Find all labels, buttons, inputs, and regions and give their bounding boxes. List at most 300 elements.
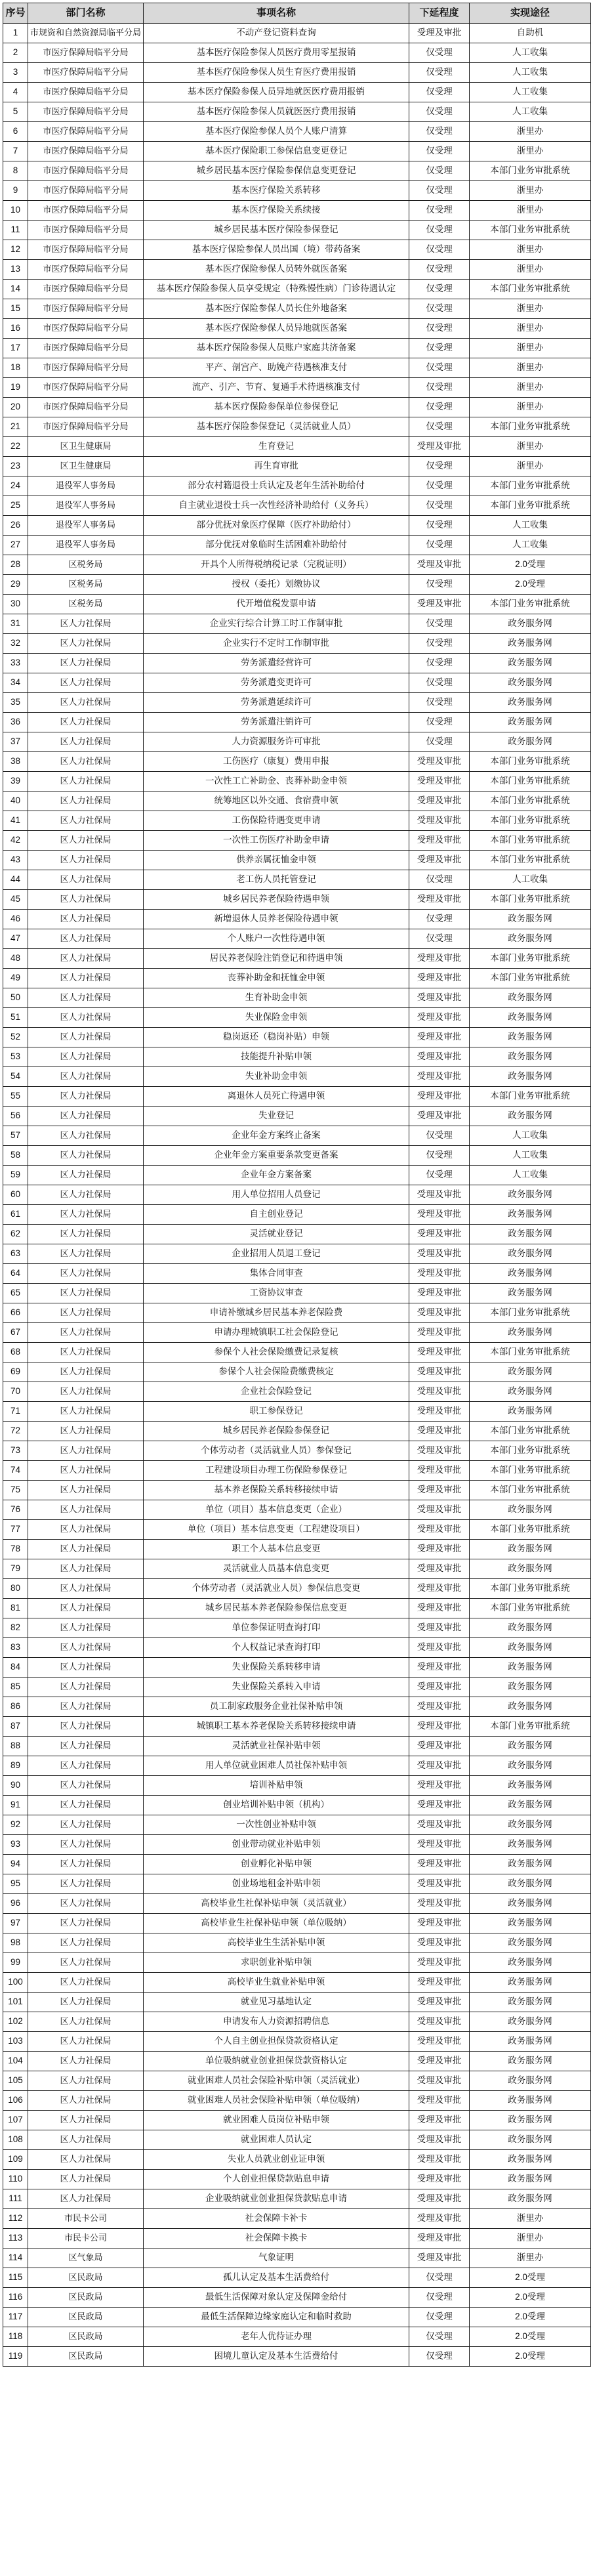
item-name: 就业困难人员岗位补贴申领 (144, 2111, 409, 2130)
item-name: 参保个人社会保险费缴费核定 (144, 1362, 409, 1382)
extent: 受理及审批 (409, 2130, 470, 2150)
channel: 人工收集 (470, 43, 591, 63)
table-row (3, 1796, 591, 1815)
channel: 政务服务网 (470, 1500, 591, 1520)
row-index: 97 (3, 1914, 28, 1933)
department-name: 区人力社保局 (28, 1244, 144, 1264)
extent: 仅受理 (409, 910, 470, 929)
department-name: 区人力社保局 (28, 693, 144, 713)
channel: 本部门业务审批系统 (470, 1717, 591, 1737)
item-name: 企业吸纳就业创业担保贷款贴息申请 (144, 2189, 409, 2209)
extent: 受理及审批 (409, 752, 470, 772)
row-index: 48 (3, 949, 28, 969)
table-row (3, 1067, 591, 1087)
table-row (3, 1520, 591, 1540)
channel: 本部门业务审批系统 (470, 890, 591, 910)
row-index: 59 (3, 1166, 28, 1185)
row-index: 114 (3, 2249, 28, 2268)
item-name: 就业困难人员社会保险补贴申领（灵活就业） (144, 2071, 409, 2091)
channel: 本部门业务审批系统 (470, 476, 591, 496)
row-index: 21 (3, 417, 28, 437)
extent: 仅受理 (409, 221, 470, 240)
department-name: 区人力社保局 (28, 929, 144, 949)
table-row (3, 2170, 591, 2189)
channel: 政务服务网 (470, 1815, 591, 1835)
extent: 仅受理 (409, 299, 470, 319)
item-name: 工程建设项目办理工伤保险参保登记 (144, 1461, 409, 1481)
table-row (3, 102, 591, 122)
channel: 浙里办 (470, 201, 591, 221)
item-name: 基本医疗保险参保人员就医医疗费用报销 (144, 102, 409, 122)
item-name: 基本养老保险关系转移接续申请 (144, 1481, 409, 1500)
extent: 受理及审批 (409, 1678, 470, 1697)
item-name: 流产、引产、节育、复通手术待遇核准支付 (144, 378, 409, 398)
channel: 政务服务网 (470, 1382, 591, 1402)
item-name: 工资协议审查 (144, 1284, 409, 1303)
channel: 本部门业务审批系统 (470, 831, 591, 851)
department-name: 区人力社保局 (28, 614, 144, 634)
row-index: 32 (3, 634, 28, 654)
item-name: 就业见习基地认定 (144, 1993, 409, 2012)
extent: 受理及审批 (409, 2209, 470, 2229)
extent: 受理及审批 (409, 1008, 470, 1028)
department-name: 区人力社保局 (28, 1855, 144, 1874)
department-name: 市医疗保障局临平分局 (28, 358, 144, 378)
extent: 受理及审批 (409, 1618, 470, 1638)
channel: 本部门业务审批系统 (470, 1303, 591, 1323)
table-row (3, 1993, 591, 2012)
channel: 政务服务网 (470, 2091, 591, 2111)
channel: 政务服务网 (470, 1067, 591, 1087)
department-name: 区人力社保局 (28, 1717, 144, 1737)
service-items-table (3, 3, 591, 2367)
extent: 受理及审批 (409, 1973, 470, 1993)
table-row (3, 1244, 591, 1264)
department-name: 区人力社保局 (28, 772, 144, 792)
table-row (3, 1008, 591, 1028)
row-index: 20 (3, 398, 28, 417)
channel: 政务服务网 (470, 634, 591, 654)
row-index: 35 (3, 693, 28, 713)
table-row (3, 83, 591, 102)
department-name: 区人力社保局 (28, 1599, 144, 1618)
item-name: 员工制家政服务企业社保补贴申领 (144, 1697, 409, 1717)
table-row (3, 142, 591, 161)
channel: 浙里办 (470, 319, 591, 339)
row-index: 10 (3, 201, 28, 221)
channel: 政务服务网 (470, 1284, 591, 1303)
item-name: 单位吸纳就业创业担保贷款资格认定 (144, 2052, 409, 2071)
row-index: 98 (3, 1933, 28, 1953)
row-index: 110 (3, 2170, 28, 2189)
channel: 本部门业务审批系统 (470, 1441, 591, 1461)
table-row (3, 1559, 591, 1579)
row-index: 31 (3, 614, 28, 634)
table-row (3, 1461, 591, 1481)
table-row (3, 1599, 591, 1618)
row-index: 2 (3, 43, 28, 63)
department-name: 区人力社保局 (28, 2111, 144, 2130)
header-channel: 实现途径 (470, 3, 591, 24)
item-name: 高校毕业生社保补贴申领（单位吸纳） (144, 1914, 409, 1933)
table-row (3, 476, 591, 496)
row-index: 9 (3, 181, 28, 201)
department-name: 区人力社保局 (28, 654, 144, 673)
channel: 政务服务网 (470, 1678, 591, 1697)
item-name: 个体劳动者（灵活就业人员）参保登记 (144, 1441, 409, 1461)
department-name: 区人力社保局 (28, 1815, 144, 1835)
row-index: 78 (3, 1540, 28, 1559)
table-row (3, 1776, 591, 1796)
channel: 人工收集 (470, 1166, 591, 1185)
department-name: 区人力社保局 (28, 2091, 144, 2111)
channel: 政务服务网 (470, 1205, 591, 1225)
row-index: 82 (3, 1618, 28, 1638)
channel: 政务服务网 (470, 673, 591, 693)
row-index: 92 (3, 1815, 28, 1835)
table-row (3, 1343, 591, 1362)
channel: 自助机 (470, 24, 591, 43)
channel: 浙里办 (470, 240, 591, 260)
row-index: 44 (3, 870, 28, 890)
item-name: 失业保险关系转入申请 (144, 1678, 409, 1697)
table-row (3, 1362, 591, 1382)
item-name: 求职创业补贴申领 (144, 1953, 409, 1973)
item-name: 企业招用人员退工登记 (144, 1244, 409, 1264)
table-row (3, 358, 591, 378)
extent: 受理及审批 (409, 1500, 470, 1520)
table-row (3, 1579, 591, 1599)
department-name: 区民政局 (28, 2327, 144, 2347)
item-name: 企业年金方案终止备案 (144, 1126, 409, 1146)
table-row (3, 2189, 591, 2209)
channel: 本部门业务审批系统 (470, 811, 591, 831)
row-index: 91 (3, 1796, 28, 1815)
row-index: 68 (3, 1343, 28, 1362)
row-index: 52 (3, 1028, 28, 1047)
department-name: 区民政局 (28, 2268, 144, 2288)
extent: 仅受理 (409, 260, 470, 280)
table-row (3, 1107, 591, 1126)
table-row (3, 516, 591, 536)
item-name: 基本医疗保险职工参保信息变更登记 (144, 142, 409, 161)
row-index: 16 (3, 319, 28, 339)
extent: 受理及审批 (409, 1028, 470, 1047)
row-index: 66 (3, 1303, 28, 1323)
item-name: 自主就业退役士兵一次性经济补助给付（义务兵） (144, 496, 409, 516)
department-name: 区人力社保局 (28, 1894, 144, 1914)
table-row (3, 1441, 591, 1461)
row-index: 77 (3, 1520, 28, 1540)
channel: 政务服务网 (470, 1835, 591, 1855)
item-name: 丧葬补助金和抚恤金申领 (144, 969, 409, 988)
extent: 仅受理 (409, 2308, 470, 2327)
department-name: 区人力社保局 (28, 1087, 144, 1107)
row-index: 105 (3, 2071, 28, 2091)
item-name: 供养亲属抚恤金申领 (144, 851, 409, 870)
item-name: 企业年金方案重要条款变更备案 (144, 1146, 409, 1166)
row-index: 72 (3, 1422, 28, 1441)
extent: 仅受理 (409, 2327, 470, 2347)
table-row (3, 221, 591, 240)
department-name: 市医疗保障局临平分局 (28, 339, 144, 358)
department-name: 区人力社保局 (28, 1402, 144, 1422)
extent: 仅受理 (409, 378, 470, 398)
row-index: 15 (3, 299, 28, 319)
channel: 2.0受理 (470, 2308, 591, 2327)
item-name: 基本医疗保险关系转移 (144, 181, 409, 201)
row-index: 3 (3, 63, 28, 83)
extent: 受理及审批 (409, 1402, 470, 1422)
department-name: 区人力社保局 (28, 1914, 144, 1933)
row-index: 11 (3, 221, 28, 240)
item-name: 个人权益记录查询打印 (144, 1638, 409, 1658)
department-name: 区人力社保局 (28, 1638, 144, 1658)
row-index: 27 (3, 536, 28, 555)
department-name: 市医疗保障局临平分局 (28, 142, 144, 161)
channel: 人工收集 (470, 63, 591, 83)
channel: 本部门业务审批系统 (470, 792, 591, 811)
row-index: 1 (3, 24, 28, 43)
extent: 受理及审批 (409, 1343, 470, 1362)
table-row (3, 122, 591, 142)
channel: 政务服务网 (470, 1973, 591, 1993)
channel: 政务服务网 (470, 2189, 591, 2209)
channel: 浙里办 (470, 2209, 591, 2229)
department-name: 区人力社保局 (28, 1540, 144, 1559)
item-name: 高校毕业生生活补贴申领 (144, 1933, 409, 1953)
extent: 受理及审批 (409, 1382, 470, 1402)
item-name: 基本医疗保险参保人员异地就医备案 (144, 319, 409, 339)
table-row (3, 2209, 591, 2229)
item-name: 基本医疗保险参保人员长住外地备案 (144, 299, 409, 319)
item-name: 最低生活保障对象认定及保障金给付 (144, 2288, 409, 2308)
extent: 受理及审批 (409, 2249, 470, 2268)
channel: 本部门业务审批系统 (470, 1087, 591, 1107)
table-row (3, 398, 591, 417)
extent: 受理及审批 (409, 1067, 470, 1087)
table-row (3, 752, 591, 772)
row-index: 89 (3, 1756, 28, 1776)
row-index: 75 (3, 1481, 28, 1500)
department-name: 区人力社保局 (28, 1126, 144, 1146)
table-row (3, 24, 591, 43)
extent: 仅受理 (409, 63, 470, 83)
item-name: 申请补缴城乡居民基本养老保险费 (144, 1303, 409, 1323)
table-row (3, 831, 591, 851)
department-name: 区人力社保局 (28, 673, 144, 693)
item-name: 单位参保证明查询打印 (144, 1618, 409, 1638)
row-index: 67 (3, 1323, 28, 1343)
channel: 政务服务网 (470, 1855, 591, 1874)
department-name: 区人力社保局 (28, 890, 144, 910)
department-name: 市医疗保障局临平分局 (28, 161, 144, 181)
extent: 受理及审批 (409, 1244, 470, 1264)
row-index: 55 (3, 1087, 28, 1107)
department-name: 区人力社保局 (28, 1953, 144, 1973)
extent: 受理及审批 (409, 1756, 470, 1776)
department-name: 区人力社保局 (28, 1303, 144, 1323)
row-index: 37 (3, 732, 28, 752)
department-name: 区人力社保局 (28, 2012, 144, 2032)
channel: 政务服务网 (470, 2111, 591, 2130)
item-name: 个人创业担保贷款贴息申请 (144, 2170, 409, 2189)
extent: 仅受理 (409, 161, 470, 181)
row-index: 41 (3, 811, 28, 831)
department-name: 区人力社保局 (28, 2150, 144, 2170)
extent: 受理及审批 (409, 1225, 470, 1244)
channel: 政务服务网 (470, 1402, 591, 1422)
channel: 本部门业务审批系统 (470, 772, 591, 792)
department-name: 市医疗保障局临平分局 (28, 83, 144, 102)
item-name: 授权（委托）划缴协议 (144, 575, 409, 595)
channel: 政务服务网 (470, 1047, 591, 1067)
item-name: 社会保障卡补卡 (144, 2209, 409, 2229)
extent: 受理及审批 (409, 1993, 470, 2012)
department-name: 市医疗保障局临平分局 (28, 102, 144, 122)
channel: 本部门业务审批系统 (470, 1422, 591, 1441)
table-row (3, 811, 591, 831)
department-name: 区人力社保局 (28, 1343, 144, 1362)
department-name: 区人力社保局 (28, 1067, 144, 1087)
channel: 人工收集 (470, 1126, 591, 1146)
department-name: 区人力社保局 (28, 2052, 144, 2071)
item-name: 就业困难人员社会保险补贴申领（单位吸纳） (144, 2091, 409, 2111)
table-row (3, 2130, 591, 2150)
item-name: 基本医疗保险参保人员异地就医医疗费用报销 (144, 83, 409, 102)
item-name: 创业带动就业补贴申领 (144, 1835, 409, 1855)
item-name: 社会保障卡换卡 (144, 2229, 409, 2249)
table-row (3, 319, 591, 339)
row-index: 111 (3, 2189, 28, 2209)
item-name: 创业培训补贴申领（机构） (144, 1796, 409, 1815)
channel: 本部门业务审批系统 (470, 1579, 591, 1599)
table-row (3, 299, 591, 319)
extent: 受理及审批 (409, 988, 470, 1008)
department-name: 市民卡公司 (28, 2229, 144, 2249)
row-index: 65 (3, 1284, 28, 1303)
extent: 受理及审批 (409, 2150, 470, 2170)
channel: 政务服务网 (470, 614, 591, 634)
row-index: 5 (3, 102, 28, 122)
channel: 政务服务网 (470, 1697, 591, 1717)
department-name: 市医疗保障局临平分局 (28, 319, 144, 339)
row-index: 85 (3, 1678, 28, 1697)
extent: 仅受理 (409, 929, 470, 949)
table-row (3, 1126, 591, 1146)
table-row (3, 1953, 591, 1973)
channel: 人工收集 (470, 516, 591, 536)
channel: 政务服务网 (470, 1185, 591, 1205)
channel: 政务服务网 (470, 1993, 591, 2012)
row-index: 109 (3, 2150, 28, 2170)
item-name: 基本医疗保险参保登记（灵活就业人员） (144, 417, 409, 437)
department-name: 区人力社保局 (28, 1166, 144, 1185)
table-row (3, 732, 591, 752)
item-name: 生育补助金申领 (144, 988, 409, 1008)
item-name: 单位（项目）基本信息变更（工程建设项目） (144, 1520, 409, 1540)
item-name: 企业年金方案备案 (144, 1166, 409, 1185)
row-index: 61 (3, 1205, 28, 1225)
table-row (3, 2229, 591, 2249)
table-row (3, 2249, 591, 2268)
extent: 受理及审批 (409, 2052, 470, 2071)
department-name: 区人力社保局 (28, 910, 144, 929)
extent: 受理及审批 (409, 1461, 470, 1481)
table-row (3, 437, 591, 457)
table-row (3, 280, 591, 299)
item-name: 劳务派遣注销许可 (144, 713, 409, 732)
channel: 本部门业务审批系统 (470, 1599, 591, 1618)
item-name: 参保个人社会保险缴费记录复核 (144, 1343, 409, 1362)
item-name: 新增退休人员养老保险待遇申领 (144, 910, 409, 929)
item-name: 创业场地租金补贴申领 (144, 1874, 409, 1894)
row-index: 38 (3, 752, 28, 772)
channel: 浙里办 (470, 142, 591, 161)
header-row (3, 3, 591, 24)
table-row (3, 890, 591, 910)
table-row (3, 929, 591, 949)
channel: 本部门业务审批系统 (470, 280, 591, 299)
extent: 仅受理 (409, 870, 470, 890)
item-name: 个体劳动者（灵活就业人员）参保信息变更 (144, 1579, 409, 1599)
extent: 受理及审批 (409, 1717, 470, 1737)
extent: 仅受理 (409, 181, 470, 201)
row-index: 26 (3, 516, 28, 536)
row-index: 103 (3, 2032, 28, 2052)
extent: 仅受理 (409, 654, 470, 673)
table-row (3, 988, 591, 1008)
department-name: 区卫生健康局 (28, 457, 144, 476)
extent: 受理及审批 (409, 24, 470, 43)
department-name: 区人力社保局 (28, 831, 144, 851)
table-row (3, 1402, 591, 1422)
row-index: 119 (3, 2347, 28, 2367)
table-row (3, 2150, 591, 2170)
table-body (3, 24, 591, 2367)
row-index: 115 (3, 2268, 28, 2288)
table-row (3, 2327, 591, 2347)
item-name: 培训补贴申领 (144, 1776, 409, 1796)
extent: 受理及审批 (409, 1323, 470, 1343)
extent: 仅受理 (409, 201, 470, 221)
table-row (3, 417, 591, 437)
extent: 仅受理 (409, 673, 470, 693)
department-name: 市医疗保障局临平分局 (28, 240, 144, 260)
extent: 受理及审批 (409, 1107, 470, 1126)
table-row (3, 1303, 591, 1323)
extent: 仅受理 (409, 496, 470, 516)
extent: 受理及审批 (409, 831, 470, 851)
channel: 政务服务网 (470, 713, 591, 732)
item-name: 基本医疗保险关系续接 (144, 201, 409, 221)
extent: 受理及审批 (409, 1835, 470, 1855)
channel: 政务服务网 (470, 1008, 591, 1028)
item-name: 劳务派遣延续许可 (144, 693, 409, 713)
department-name: 区人力社保局 (28, 1047, 144, 1067)
row-index: 46 (3, 910, 28, 929)
table-row (3, 457, 591, 476)
item-name: 城乡居民基本医疗保险参保信息变更登记 (144, 161, 409, 181)
row-index: 54 (3, 1067, 28, 1087)
department-name: 区人力社保局 (28, 1776, 144, 1796)
table-row (3, 1855, 591, 1874)
extent: 受理及审批 (409, 1559, 470, 1579)
item-name: 劳务派遣变更许可 (144, 673, 409, 693)
department-name: 区税务局 (28, 575, 144, 595)
row-index: 116 (3, 2288, 28, 2308)
row-index: 7 (3, 142, 28, 161)
